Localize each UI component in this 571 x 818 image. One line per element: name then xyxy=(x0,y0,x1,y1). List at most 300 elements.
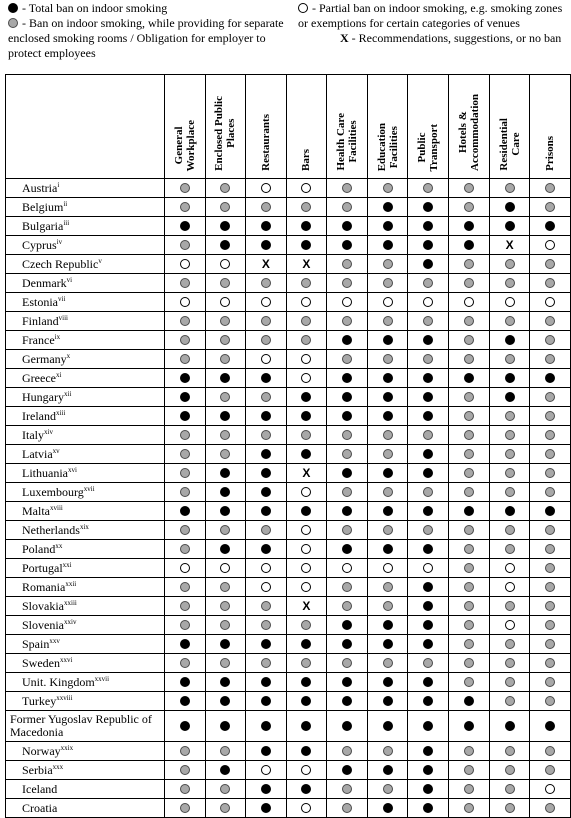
total-ban-icon xyxy=(383,240,393,250)
enclosed-rooms-icon xyxy=(545,544,555,554)
total-ban-icon xyxy=(545,506,555,516)
partial-ban-icon xyxy=(301,803,311,813)
enclosed-rooms-icon xyxy=(423,525,433,535)
enclosed-rooms-icon xyxy=(220,525,230,535)
status-cell xyxy=(449,673,490,692)
enclosed-rooms-icon xyxy=(505,746,515,756)
enclosed-rooms-icon xyxy=(220,658,230,668)
status-cell xyxy=(408,540,449,559)
enclosed-rooms-icon xyxy=(545,449,555,459)
legend xyxy=(0,0,571,66)
status-cell xyxy=(286,179,326,198)
status-cell xyxy=(489,198,530,217)
status-cell xyxy=(367,255,408,274)
status-cell xyxy=(246,426,286,445)
total-ban-icon xyxy=(301,221,311,231)
status-cell xyxy=(408,597,449,616)
status-cell xyxy=(489,312,530,331)
enclosed-rooms-icon xyxy=(220,601,230,611)
status-cell xyxy=(530,217,571,236)
enclosed-rooms-icon xyxy=(505,468,515,478)
total-ban-icon xyxy=(342,373,352,383)
enclosed-rooms-icon xyxy=(180,525,190,535)
status-cell xyxy=(367,502,408,521)
total-ban-icon xyxy=(261,240,271,250)
enclosed-rooms-icon xyxy=(545,468,555,478)
table-row xyxy=(6,540,571,559)
table-row xyxy=(6,578,571,597)
country-cell xyxy=(6,502,165,521)
total-ban-icon xyxy=(383,506,393,516)
country-cell xyxy=(6,761,165,780)
status-cell xyxy=(367,559,408,578)
enclosed-rooms-icon xyxy=(301,430,311,440)
partial-ban-icon xyxy=(342,563,352,573)
enclosed-rooms-icon xyxy=(383,430,393,440)
enclosed-rooms-icon xyxy=(505,544,515,554)
legend-enclosed-text: - Ban on indoor smoking, while providing for separate enclosed smoking rooms / Obligation for employer to protect employees xyxy=(8,16,284,60)
status-cell xyxy=(489,426,530,445)
footnote-marker: xx xyxy=(55,541,63,550)
status-cell xyxy=(327,198,368,217)
country-name: Slovenia xyxy=(22,617,64,632)
partial-ban-icon xyxy=(505,297,515,307)
status-cell xyxy=(164,559,205,578)
country-name: Lithuania xyxy=(22,465,68,480)
table-row xyxy=(6,198,571,217)
status-cell xyxy=(246,483,286,502)
status-cell xyxy=(449,521,490,540)
status-cell xyxy=(164,654,205,673)
total-ban-icon xyxy=(383,335,393,345)
status-cell xyxy=(367,692,408,711)
enclosed-rooms-icon xyxy=(220,202,230,212)
enclosed-rooms-icon xyxy=(505,784,515,794)
enclosed-rooms-icon xyxy=(505,183,515,193)
country-name: Romania xyxy=(22,579,66,594)
table-row xyxy=(6,742,571,761)
status-cell xyxy=(489,502,530,521)
status-cell xyxy=(489,578,530,597)
enclosed-rooms-icon xyxy=(383,601,393,611)
status-cell xyxy=(530,255,571,274)
status-cell xyxy=(327,369,368,388)
enclosed-rooms-icon xyxy=(464,544,474,554)
status-cell xyxy=(286,217,326,236)
status-cell xyxy=(327,274,368,293)
country-cell xyxy=(6,369,165,388)
status-cell xyxy=(164,799,205,818)
status-cell xyxy=(489,692,530,711)
status-cell xyxy=(246,711,286,742)
enclosed-rooms-icon xyxy=(342,449,352,459)
enclosed-rooms-icon xyxy=(180,183,190,193)
status-cell xyxy=(489,464,530,483)
enclosed-rooms-icon xyxy=(505,449,515,459)
country-cell xyxy=(6,692,165,711)
status-cell xyxy=(164,198,205,217)
partial-ban-icon xyxy=(301,544,311,554)
status-cell xyxy=(408,521,449,540)
status-cell xyxy=(205,255,246,274)
status-cell xyxy=(489,597,530,616)
status-cell xyxy=(205,445,246,464)
partial-ban-icon xyxy=(505,563,515,573)
country-cell xyxy=(6,407,165,426)
partial-ban-icon xyxy=(545,784,555,794)
total-ban-icon xyxy=(261,639,271,649)
status-cell xyxy=(164,761,205,780)
status-cell xyxy=(286,293,326,312)
status-cell xyxy=(367,426,408,445)
status-cell xyxy=(327,312,368,331)
enclosed-rooms-icon xyxy=(464,563,474,573)
country-cell xyxy=(6,559,165,578)
status-cell xyxy=(286,799,326,818)
enclosed-rooms-icon xyxy=(464,354,474,364)
enclosed-rooms-icon xyxy=(464,259,474,269)
enclosed-rooms-icon xyxy=(301,658,311,668)
country-cell xyxy=(6,464,165,483)
status-cell xyxy=(449,780,490,799)
status-cell xyxy=(286,502,326,521)
enclosed-rooms-icon xyxy=(464,316,474,326)
legend-partial-ban xyxy=(298,1,570,31)
enclosed-rooms-icon xyxy=(180,468,190,478)
total-ban-icon xyxy=(261,411,271,421)
status-cell xyxy=(408,350,449,369)
status-cell xyxy=(246,388,286,407)
status-cell xyxy=(489,483,530,502)
total-ban-icon xyxy=(383,620,393,630)
enclosed-rooms-icon xyxy=(301,202,311,212)
status-cell xyxy=(246,799,286,818)
status-cell xyxy=(205,799,246,818)
enclosed-rooms-icon xyxy=(464,746,474,756)
status-cell xyxy=(286,711,326,742)
status-cell xyxy=(449,350,490,369)
status-cell xyxy=(449,483,490,502)
total-ban-icon xyxy=(180,506,190,516)
legend-x-text: - Recommendations, suggestions, or no ban xyxy=(351,31,562,45)
status-cell xyxy=(408,559,449,578)
total-ban-icon xyxy=(423,620,433,630)
column-header-enclosed-public-places: Enclosed Public Places xyxy=(205,75,246,179)
status-cell xyxy=(408,236,449,255)
status-cell xyxy=(489,274,530,293)
status-cell xyxy=(246,179,286,198)
status-cell xyxy=(449,312,490,331)
enclosed-rooms-icon xyxy=(505,803,515,813)
status-cell xyxy=(327,616,368,635)
partial-ban-icon xyxy=(301,297,311,307)
status-cell xyxy=(164,331,205,350)
status-cell xyxy=(449,407,490,426)
partial-ban-icon xyxy=(301,373,311,383)
status-cell xyxy=(164,502,205,521)
status-cell xyxy=(246,293,286,312)
enclosed-rooms-icon xyxy=(220,392,230,402)
footnote-marker: xxiv xyxy=(64,617,77,626)
status-cell xyxy=(530,780,571,799)
country-cell xyxy=(6,483,165,502)
country-cell xyxy=(6,274,165,293)
enclosed-rooms-icon xyxy=(423,487,433,497)
legend-partial-text: - Partial ban on indoor smoking, e.g. smoking zones or exemptions for certain categories of venues xyxy=(298,1,563,30)
total-ban-icon xyxy=(180,392,190,402)
table-row xyxy=(6,521,571,540)
status-cell xyxy=(449,540,490,559)
status-cell xyxy=(449,692,490,711)
enclosed-rooms-icon xyxy=(545,316,555,326)
status-cell xyxy=(489,673,530,692)
total-ban-dot-icon xyxy=(8,3,18,13)
status-cell xyxy=(449,274,490,293)
total-ban-icon xyxy=(342,544,352,554)
enclosed-rooms-icon xyxy=(545,525,555,535)
status-cell xyxy=(286,464,326,483)
enclosed-rooms-icon xyxy=(545,765,555,775)
status-cell xyxy=(246,274,286,293)
country-name: Serbia xyxy=(22,762,53,777)
enclosed-rooms-icon xyxy=(423,183,433,193)
status-cell xyxy=(327,217,368,236)
total-ban-icon xyxy=(301,240,311,250)
total-ban-icon xyxy=(180,411,190,421)
status-cell xyxy=(205,483,246,502)
status-cell xyxy=(246,578,286,597)
status-cell xyxy=(367,654,408,673)
status-cell xyxy=(286,426,326,445)
footnote-marker: i xyxy=(57,180,60,189)
total-ban-icon xyxy=(464,240,474,250)
total-ban-icon xyxy=(180,639,190,649)
status-cell xyxy=(367,780,408,799)
status-cell xyxy=(449,799,490,818)
total-ban-icon xyxy=(423,449,433,459)
footnote-marker: ii xyxy=(63,199,68,208)
status-cell xyxy=(164,597,205,616)
footnote-marker: iv xyxy=(56,237,63,246)
table-row xyxy=(6,464,571,483)
enclosed-rooms-icon xyxy=(180,316,190,326)
status-cell xyxy=(286,616,326,635)
total-ban-icon xyxy=(342,468,352,478)
total-ban-icon xyxy=(220,487,230,497)
total-ban-icon xyxy=(342,221,352,231)
status-cell xyxy=(246,654,286,673)
status-cell xyxy=(408,331,449,350)
status-cell xyxy=(367,464,408,483)
no-ban-x-icon: X xyxy=(261,257,270,271)
table-row xyxy=(6,780,571,799)
status-cell xyxy=(246,673,286,692)
status-cell xyxy=(530,445,571,464)
status-cell xyxy=(286,483,326,502)
total-ban-icon xyxy=(505,506,515,516)
country-cell xyxy=(6,780,165,799)
status-cell xyxy=(246,464,286,483)
status-cell xyxy=(286,350,326,369)
total-ban-icon xyxy=(464,696,474,706)
total-ban-icon xyxy=(261,746,271,756)
enclosed-rooms-icon xyxy=(464,784,474,794)
table-row xyxy=(6,426,571,445)
enclosed-rooms-icon xyxy=(464,335,474,345)
footnote-marker: ix xyxy=(54,332,61,341)
footnote-marker: xviii xyxy=(50,503,63,512)
table-row xyxy=(6,799,571,818)
country-name: Former Yugoslav Republic of Macedonia xyxy=(10,712,152,739)
status-cell xyxy=(449,236,490,255)
total-ban-icon xyxy=(383,677,393,687)
status-cell xyxy=(530,540,571,559)
status-cell xyxy=(164,692,205,711)
table-row xyxy=(6,692,571,711)
partial-ban-icon xyxy=(545,240,555,250)
status-cell xyxy=(327,179,368,198)
total-ban-icon xyxy=(423,765,433,775)
partial-ban-icon xyxy=(261,582,271,592)
enclosed-rooms-icon xyxy=(342,525,352,535)
status-cell xyxy=(327,780,368,799)
footnote-marker: x xyxy=(66,351,71,360)
total-ban-icon xyxy=(342,677,352,687)
total-ban-icon xyxy=(261,468,271,478)
enclosed-rooms-icon xyxy=(464,803,474,813)
status-cell xyxy=(530,635,571,654)
status-cell xyxy=(246,255,286,274)
status-cell xyxy=(286,274,326,293)
total-ban-icon xyxy=(383,803,393,813)
status-cell xyxy=(489,217,530,236)
country-name: Iceland xyxy=(22,781,58,796)
status-cell xyxy=(489,388,530,407)
status-cell xyxy=(367,236,408,255)
enclosed-rooms-icon xyxy=(180,803,190,813)
no-ban-x-icon: X xyxy=(302,599,311,613)
total-ban-icon xyxy=(342,639,352,649)
total-ban-icon xyxy=(301,449,311,459)
enclosed-rooms-icon xyxy=(383,784,393,794)
enclosed-rooms-icon xyxy=(261,392,271,402)
status-cell xyxy=(164,742,205,761)
enclosed-rooms-icon xyxy=(505,639,515,649)
total-ban-icon xyxy=(301,506,311,516)
enclosed-rooms-icon xyxy=(383,183,393,193)
status-cell xyxy=(205,761,246,780)
enclosed-rooms-icon xyxy=(220,278,230,288)
status-cell xyxy=(530,654,571,673)
total-ban-icon xyxy=(220,765,230,775)
status-cell xyxy=(205,502,246,521)
enclosed-rooms-icon xyxy=(180,430,190,440)
enclosed-rooms-icon xyxy=(505,278,515,288)
status-cell xyxy=(530,388,571,407)
enclosed-rooms-icon xyxy=(342,430,352,440)
status-cell xyxy=(367,350,408,369)
enclosed-rooms-icon xyxy=(180,487,190,497)
status-cell xyxy=(449,179,490,198)
status-cell xyxy=(205,597,246,616)
status-cell xyxy=(164,312,205,331)
status-cell xyxy=(408,483,449,502)
partial-ban-icon xyxy=(261,354,271,364)
enclosed-rooms-icon xyxy=(342,316,352,326)
total-ban-icon xyxy=(383,373,393,383)
country-name: Turkey xyxy=(22,693,57,708)
status-cell xyxy=(205,635,246,654)
status-cell xyxy=(246,236,286,255)
status-cell xyxy=(449,331,490,350)
enclosed-rooms-icon xyxy=(545,601,555,611)
total-ban-icon xyxy=(261,449,271,459)
status-cell xyxy=(205,780,246,799)
status-cell xyxy=(205,312,246,331)
partial-ban-icon xyxy=(505,620,515,630)
status-cell xyxy=(530,578,571,597)
partial-ban-icon xyxy=(545,297,555,307)
total-ban-icon xyxy=(505,335,515,345)
total-ban-icon xyxy=(342,335,352,345)
status-cell xyxy=(489,742,530,761)
total-ban-icon xyxy=(423,746,433,756)
status-cell xyxy=(205,540,246,559)
status-cell xyxy=(286,673,326,692)
status-cell xyxy=(164,179,205,198)
status-cell xyxy=(530,293,571,312)
footnote-marker: xxii xyxy=(65,579,77,588)
status-cell xyxy=(489,350,530,369)
status-cell xyxy=(408,578,449,597)
status-cell xyxy=(205,274,246,293)
total-ban-icon xyxy=(220,411,230,421)
legend-total-text: - Total ban on indoor smoking xyxy=(22,1,168,15)
status-cell xyxy=(489,293,530,312)
status-cell xyxy=(286,654,326,673)
table-row xyxy=(6,255,571,274)
footnote-marker: xxvi xyxy=(60,655,73,664)
status-cell xyxy=(408,616,449,635)
table-row xyxy=(6,502,571,521)
status-cell xyxy=(408,464,449,483)
x-mark-icon: X xyxy=(340,31,349,45)
table-row xyxy=(6,312,571,331)
total-ban-icon xyxy=(261,803,271,813)
enclosed-rooms-icon xyxy=(220,335,230,345)
column-header-education-facilities: Education Facilities xyxy=(367,75,408,179)
total-ban-icon xyxy=(220,468,230,478)
status-cell xyxy=(449,761,490,780)
country-name: Cyprus xyxy=(22,237,57,252)
partial-ban-icon xyxy=(383,563,393,573)
status-cell xyxy=(530,483,571,502)
footnote-marker: xvi xyxy=(67,465,77,474)
status-cell xyxy=(286,312,326,331)
status-cell xyxy=(327,388,368,407)
total-ban-icon xyxy=(301,677,311,687)
country-cell xyxy=(6,445,165,464)
status-cell xyxy=(367,198,408,217)
enclosed-rooms-icon xyxy=(464,430,474,440)
status-cell xyxy=(327,711,368,742)
status-cell xyxy=(164,426,205,445)
country-name: Malta xyxy=(22,503,50,518)
total-ban-icon xyxy=(342,506,352,516)
footnote-marker: xxx xyxy=(52,762,64,771)
status-cell xyxy=(408,179,449,198)
status-cell xyxy=(367,597,408,616)
